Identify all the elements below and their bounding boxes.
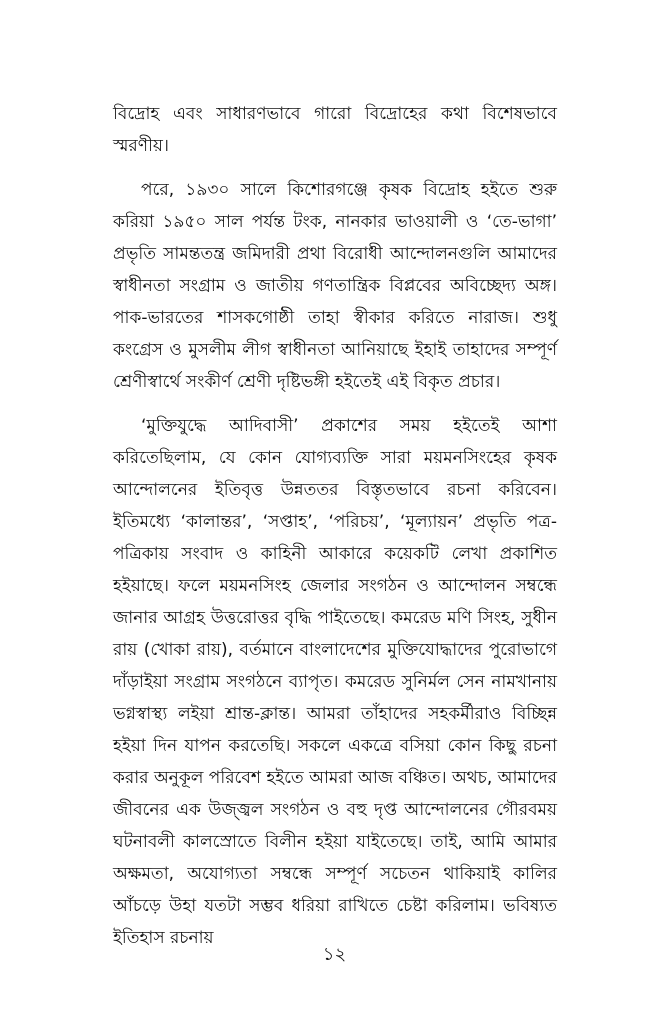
paragraph-continuation: বিদ্রোহ এবং সাধারণভাবে গারো বিদ্রোহের কথা বিশেষভাবে স্মরণীয়। <box>113 104 557 156</box>
paragraph-peasant-movements: পরে, ১৯৩০ সালে কিশোরগঞ্জে কৃষক বিদ্রোহ হইতে শুরু করিয়া ১৯৫০ সাল পর্যন্ত টংক, নানকার ভাওয়ালী ও ‘তে-ভাগা’ প্রভৃতি সামন্ততন্ত্র জমিদারী প্রথা বিরোধী আন্দোলনগুলি আমাদের স্বাধীনতা সংগ্রাম ও জাতীয় গণতান্ত্রিক বিপ্লবের অবিচ্ছেদ্য অঙ্গ। পাক-ভারতের শাসকগোষ্ঠী তাহা স্বীকার করিতে নারাজ। শুধু কংগ্রেস ও মুসলীম লীগ স্বাধীনতা আনিয়াছে ইহাই তাহাদের সম্পূর্ণ শ্রেণীস্বার্থে সংকীর্ণ শ্রেণী দৃষ্টিভঙ্গী হইতেই এই বিকৃত প্রচার। <box>113 180 557 392</box>
paragraph-liberation-war: ‘মুক্তিযুদ্ধে আদিবাসী’ প্রকাশের সময় হইতেই আশা করিতেছিলাম, যে কোন যোগ্যব্যক্তি সারা ময়মনসিংহের কৃষক আন্দোলনের ইতিবৃত্ত উন্নততর বিস্তৃতভাবে রচনা করিবেন। ইতিমধ্যে ‘কালান্তর’, ‘সপ্তাহ’, ‘পরিচয়’, ‘মূল্যায়ন’ প্রভৃতি পত্র-পত্রিকায় সংবাদ ও কাহিনী আকারে কয়েকটি লেখা প্রকাশিত হইয়াছে। ফলে ময়মনসিংহ জেলার সংগঠন ও আন্দোলন সম্বন্ধে জানার আগ্রহ উত্তরোত্তর বৃদ্ধি পাইতেছে। কমরেড মণি সিংহ, সুধীন রায় (খোকা রায়), বর্তমানে বাংলাদেশের মুক্তিযোদ্ধাদের পুরোভাগে দাঁড়াইয়া সংগ্রাম সংগঠনে ব্যাপৃত। কমরেড সুনির্মল সেন নামখানায় ভগ্নস্বাস্থ্য লইয়া শ্রান্ত-ক্লান্ত। আমরা তাঁহাদের সহকর্মীরাও বিচ্ছিন্ন হইয়া দিন যাপন করতেছি। সকলে একত্রে বসিয়া কোন কিছু রচনা করার অনুকূল পরিবেশ হইতে আমরা আজ বঞ্চিত। অথচ, আমাদের জীবনের এক উজ্জ্বল সংগঠন ও বহু দৃপ্ত আন্দোলনের গৌরবময় ঘটনাবলী কালস্রোতে বিলীন হইয়া যাইতেছে। তাই, আমি আমার অক্ষমতা, অযোগ্যতা সম্বন্ধে সম্পূর্ণ সচেতন থাকিয়াই কালির আঁচড়ে উহা যতটা সম্ভব ধরিয়া রাখিতে চেষ্টা করিলাম। ভবিষ্যত ইতিহাস রচনায় <box>113 416 557 948</box>
page-number: ১২ <box>322 944 347 965</box>
body-text <box>113 98 557 966</box>
